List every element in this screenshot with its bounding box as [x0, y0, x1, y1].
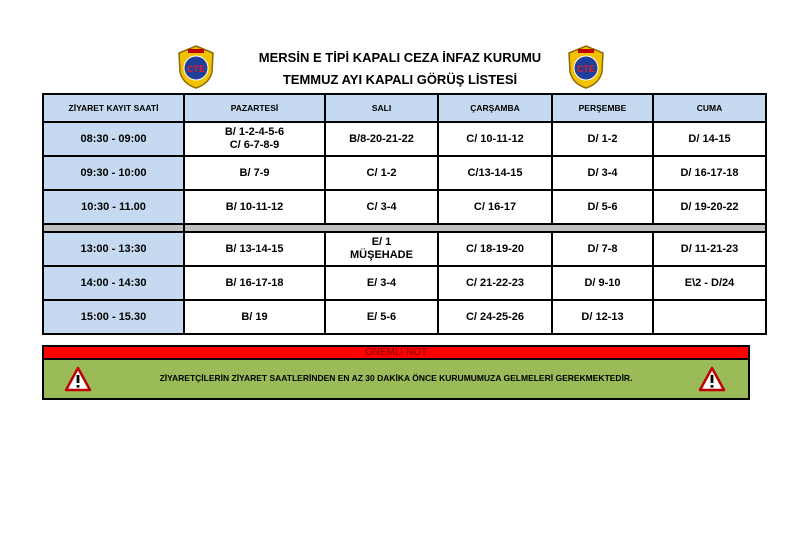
warning-triangle-icon: [698, 366, 726, 392]
schedule-cell: C/ 1-2: [325, 156, 438, 190]
schedule-cell: [653, 300, 766, 334]
table-row: [43, 122, 766, 156]
schedule-cell: B/ 19: [184, 300, 325, 334]
schedule-cell: C/ 24-25-26: [438, 300, 552, 334]
schedule-cell: B/ 10-11-12: [184, 190, 325, 224]
schedule-cell: D/ 16-17-18: [653, 156, 766, 190]
schedule-cell: D/ 19-20-22: [653, 190, 766, 224]
schedule-cell: D/ 3-4: [552, 156, 653, 190]
emblem-text: CTE: [187, 64, 205, 74]
schedule-cell: D/ 12-13: [552, 300, 653, 334]
table-row: [43, 232, 766, 266]
visit-time-cell: 13:00 - 13:30: [43, 232, 184, 266]
important-note-banner: ÖNEMLİ NOT: [42, 345, 750, 360]
emblem-text: CTE: [577, 64, 595, 74]
schedule-cell: D/ 5-6: [552, 190, 653, 224]
visit-time-cell: 10:30 - 11.00: [43, 190, 184, 224]
schedule-cell: D/ 7-8: [552, 232, 653, 266]
schedule-cell: E/ 3-4: [325, 266, 438, 300]
visit-time-cell: 09:30 - 10:00: [43, 156, 184, 190]
schedule-cell: E\2 - D/24: [653, 266, 766, 300]
table-header-row: [43, 94, 766, 122]
column-header: SALI: [325, 94, 438, 122]
institution-emblem-icon: [566, 44, 606, 90]
warning-text: ZİYARETÇİLERİN ZİYARET SAATLERİNDEN EN AZ 30 DAKİKA ÖNCE KURUMUMUZA GELMELERİ GEREKMEKTEDİR.: [159, 373, 633, 383]
visit-time-cell: 15:00 - 15.30: [43, 300, 184, 334]
column-header: PERŞEMBE: [552, 94, 653, 122]
schedule-cell: C/13-14-15: [438, 156, 552, 190]
separator-cell: [184, 224, 766, 232]
schedule-cell: C/ 10-11-12: [438, 122, 552, 156]
schedule-cell: C/ 21-22-23: [438, 266, 552, 300]
column-header: PAZARTESİ: [184, 94, 325, 122]
page-title: MERSİN E TİPİ KAPALI CEZA İNFAZ KURUMU: [258, 50, 542, 65]
column-header: CUMA: [653, 94, 766, 122]
visit-time-cell: 14:00 - 14:30: [43, 266, 184, 300]
schedule-cell: D/ 14-15: [653, 122, 766, 156]
table-row: [43, 190, 766, 224]
schedule-cell: E/ 1 MÜŞEHADE: [325, 232, 438, 266]
schedule-cell: B/ 7-9: [184, 156, 325, 190]
schedule-cell: C/ 16-17: [438, 190, 552, 224]
visit-time-cell: 08:30 - 09:00: [43, 122, 184, 156]
table-row: [43, 156, 766, 190]
schedule-cell: B/ 13-14-15: [184, 232, 325, 266]
schedule-cell: B/8-20-21-22: [325, 122, 438, 156]
schedule-cell: D/ 9-10: [552, 266, 653, 300]
break-separator-row: [43, 224, 766, 232]
table-row: [43, 266, 766, 300]
page-header: [170, 44, 630, 94]
schedule-cell: B/ 1-2-4-5-6 C/ 6-7-8-9: [184, 122, 325, 156]
page-subtitle: TEMMUZ AYI KAPALI GÖRÜŞ LİSTESİ: [282, 72, 518, 87]
schedule-cell: D/ 1-2: [552, 122, 653, 156]
schedule-cell: C/ 3-4: [325, 190, 438, 224]
separator-cell: [43, 224, 184, 232]
warning-message-panel: [42, 360, 750, 400]
table-row: [43, 300, 766, 334]
schedule-cell: E/ 5-6: [325, 300, 438, 334]
schedule-cell: B/ 16-17-18: [184, 266, 325, 300]
column-header: ZİYARET KAYIT SAATİ: [43, 94, 184, 122]
visit-schedule-table: [42, 93, 767, 335]
schedule-cell: D/ 11-21-23: [653, 232, 766, 266]
column-header: ÇARŞAMBA: [438, 94, 552, 122]
schedule-cell: C/ 18-19-20: [438, 232, 552, 266]
